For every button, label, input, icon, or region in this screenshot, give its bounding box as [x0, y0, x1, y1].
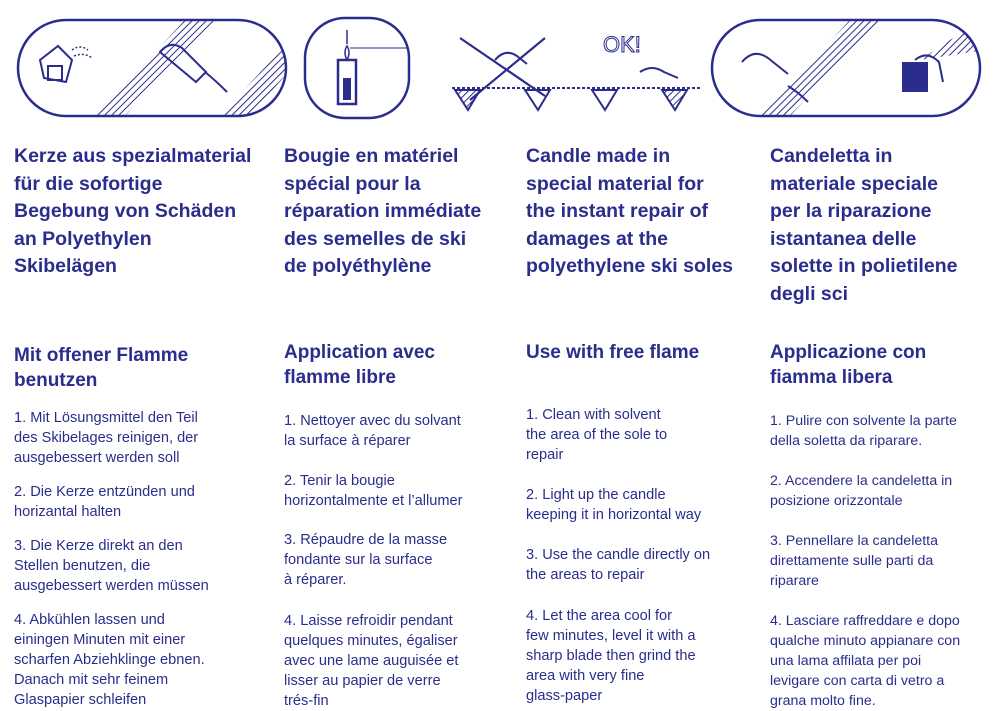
step-line: des Skibelages reinigen, der [14, 430, 199, 446]
title-line: réparation immédiate [284, 200, 482, 222]
step-line: trés-fin [284, 693, 329, 709]
step-3 [14, 536, 209, 596]
step-line: 4. Laisse refroidir pendant [284, 613, 453, 629]
step-line: 1. Pulire con solvente la parte [770, 413, 957, 429]
illustration-level-blade [712, 20, 985, 116]
subtitle-italian [770, 340, 926, 390]
step-line: 2. Accendere la candeletta in [770, 473, 953, 489]
step-line: ausgebessert werden müssen [14, 578, 209, 594]
step-line: riparare [770, 573, 819, 589]
step-line: 3. Pennellare la candeletta [770, 533, 939, 549]
step-line: 4. Abkühlen lassen und [14, 612, 165, 628]
subtitle-line: fiamma libera [770, 367, 893, 388]
step-line: keeping it in horizontal way [526, 507, 702, 523]
step-line: 1. Clean with solvent [526, 407, 661, 423]
step-line: 3. Die Kerze direkt an den [14, 538, 183, 554]
step-line: 4. Let the area cool for [526, 608, 673, 624]
subtitle-english [526, 340, 699, 365]
step-line: della soletta da riparare. [770, 433, 923, 449]
title-line: Skibelägen [14, 255, 117, 277]
step-3 [284, 530, 447, 590]
step-line: posizione orizzontale [770, 493, 903, 509]
subtitle-line: Use with free flame [526, 342, 700, 363]
step-line: levigare con carta di vetro a [770, 673, 945, 689]
ok-label: OK! [603, 32, 641, 57]
title-line: Kerze aus spezialmaterial [14, 145, 252, 167]
step-3 [526, 545, 710, 585]
step-line: à réparer. [284, 572, 347, 588]
title-line: an Polyethylen [14, 227, 152, 250]
illustration-drip-technique [452, 32, 700, 110]
step-line: 1. Nettoyer avec du solvant [284, 413, 461, 429]
title-line: solette in polietilene [770, 255, 958, 277]
title-line: polyethylene ski soles [526, 255, 734, 277]
step-line: 3. Répaudre de la masse [284, 532, 448, 548]
subtitle-french [284, 340, 435, 390]
title-line: materiale speciale [770, 172, 939, 195]
title-line: des semelles de ski [284, 227, 467, 250]
step-line: sharp blade then grind the [526, 648, 696, 664]
title-line: Bougie en matériel [284, 145, 459, 167]
step-line: einingen Minuten mit einer [14, 632, 186, 648]
step-1 [770, 411, 957, 451]
step-line: horizontalmente et l’allumer [284, 493, 463, 509]
step-line: grana molto fine. [770, 693, 876, 709]
step-line: 3. Use the candle directly on [526, 547, 711, 563]
step-line: direttamente sulle parti da [770, 553, 934, 569]
step-line: 4. Lasciare raffreddare e dopo [770, 613, 960, 629]
illustration-clean-sole [18, 20, 290, 116]
subtitle-line: Application avec [284, 342, 435, 363]
title-english [526, 143, 733, 281]
title-line: damages at the [526, 227, 668, 250]
subtitle-line: Mit offener Flamme [14, 345, 189, 366]
subtitle-line: flamme libre [284, 367, 396, 388]
step-line: una lama affilata per poi [770, 653, 922, 669]
step-line: few minutes, level it with a [526, 628, 696, 644]
step-3 [770, 531, 938, 591]
step-line: lisser au papier de verre [284, 673, 441, 689]
step-4 [770, 611, 960, 711]
title-italian [770, 143, 957, 308]
step-line: Glaspapier schleifen [14, 692, 147, 708]
step-line: fondante sur la surface [284, 552, 433, 568]
title-line: the instant repair of [526, 200, 709, 222]
step-4 [14, 610, 205, 710]
step-line: 2. Die Kerze entzünden und [14, 484, 195, 500]
step-2 [526, 485, 701, 525]
step-line: la surface à réparer [284, 433, 411, 449]
step-line: quelques minutes, égaliser [284, 633, 458, 649]
title-line: Candle made in [526, 145, 671, 167]
step-line: Stellen benutzen, die [14, 558, 151, 574]
step-line: 1. Mit Lösungsmittel den Teil [14, 410, 198, 426]
step-1 [14, 408, 198, 468]
step-line: horizantal halten [14, 504, 122, 520]
step-line: scharfen Abziehklinge ebnen. [14, 652, 205, 668]
title-line: special material for [526, 172, 704, 195]
step-line: ausgebessert werden soll [14, 450, 180, 466]
step-1 [526, 405, 667, 465]
step-line: the areas to repair [526, 567, 645, 583]
title-french [284, 143, 481, 281]
step-line: glass-paper [526, 688, 603, 704]
title-line: degli sci [770, 282, 849, 305]
step-2 [14, 482, 195, 522]
title-line: für die sofortige [14, 172, 163, 195]
step-line: the area of the sole to [526, 427, 668, 443]
subtitle-line: benutzen [14, 370, 98, 391]
step-line: Danach mit sehr feinem [14, 672, 169, 688]
step-2 [284, 471, 462, 511]
step-line: area with very fine [526, 668, 645, 684]
illustration-candle [305, 18, 409, 118]
step-4 [526, 606, 696, 706]
subtitle-german [14, 343, 188, 393]
title-german [14, 143, 251, 281]
step-4 [284, 611, 458, 711]
step-line: qualche minuto appianare con [770, 633, 961, 649]
step-line: 2. Tenir la bougie [284, 473, 395, 489]
step-1 [284, 411, 461, 451]
step-line: avec une lame auguisée et [284, 653, 459, 669]
step-line: 2. Light up the candle [526, 487, 666, 503]
subtitle-line: Applicazione con [770, 342, 927, 363]
instruction-illustrations [0, 0, 1000, 130]
title-line: Begebung von Schäden [14, 200, 237, 222]
title-line: Candeletta in [770, 145, 893, 167]
step-2 [770, 471, 952, 511]
step-line: repair [526, 447, 564, 463]
title-line: istantanea delle [770, 227, 917, 250]
title-line: de polyéthylène [284, 255, 432, 277]
title-line: spécial pour la [284, 172, 421, 195]
title-line: per la riparazione [770, 200, 932, 222]
